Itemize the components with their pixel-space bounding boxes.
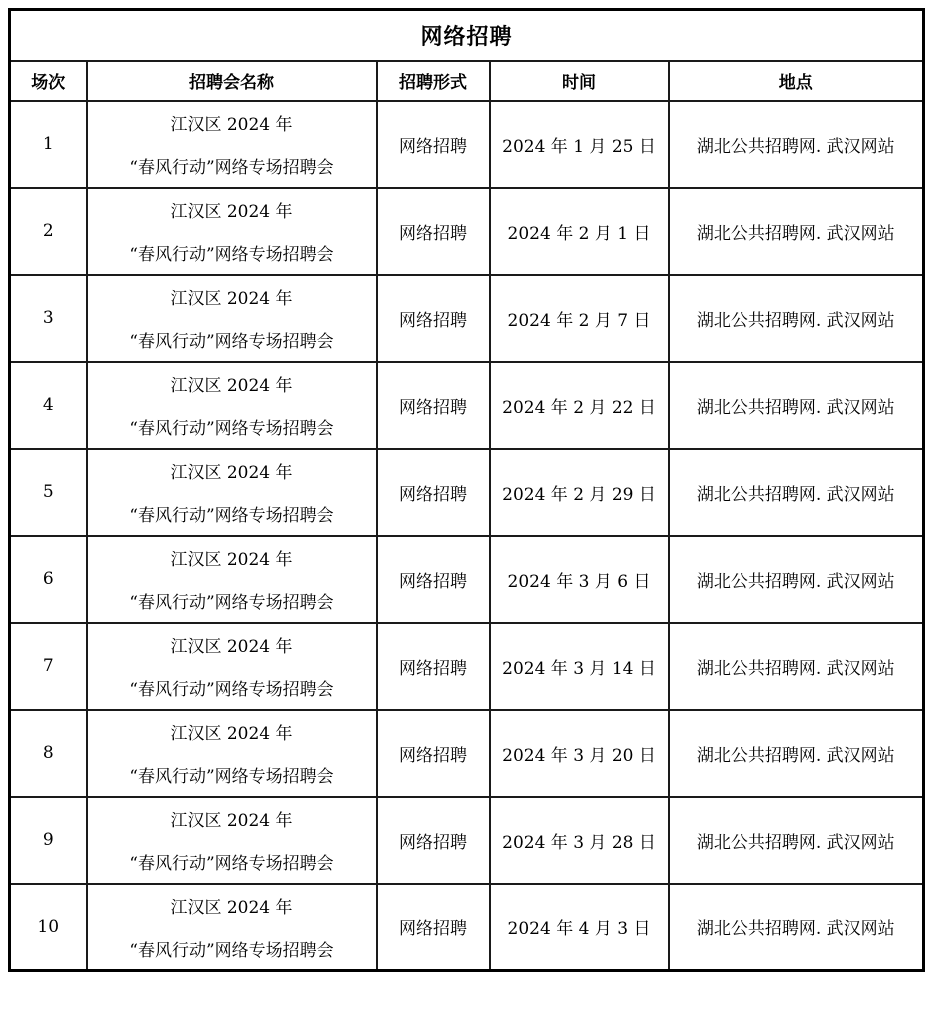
fair-name-line2: “春风行动”网络专场招聘会 xyxy=(129,593,334,613)
fair-location: 湖北公共招聘网. 武汉网站 xyxy=(696,919,895,940)
time-cell xyxy=(490,623,669,710)
time-cell xyxy=(490,362,669,449)
fair-location: 湖北公共招聘网. 武汉网站 xyxy=(696,832,895,853)
session-cell xyxy=(10,623,87,710)
fair-name-line2: “春风行动”网络专场招聘会 xyxy=(129,158,334,178)
table-row xyxy=(10,884,924,971)
table-body xyxy=(10,101,924,971)
table-row xyxy=(10,101,924,188)
time-cell xyxy=(490,536,669,623)
fair-name-line1: 江汉区 2024 年 xyxy=(170,463,293,483)
fair-time: 2024 年 4 月 3 日 xyxy=(507,919,651,940)
fair-name xyxy=(92,371,372,439)
fair-name-line1: 江汉区 2024 年 xyxy=(170,289,293,309)
column-header-location: 地点 xyxy=(669,61,924,101)
fair-name-cell xyxy=(87,362,377,449)
location-cell xyxy=(669,797,924,884)
recruitment-form: 网络招聘 xyxy=(399,484,467,505)
time-cell xyxy=(490,449,669,536)
table-header-row xyxy=(10,61,924,101)
recruitment-form: 网络招聘 xyxy=(399,832,467,853)
fair-name xyxy=(92,284,372,352)
column-header-name: 招聘会名称 xyxy=(87,61,377,101)
table-row xyxy=(10,710,924,797)
fair-time: 2024 年 3 月 6 日 xyxy=(507,571,651,592)
fair-location: 湖北公共招聘网. 武汉网站 xyxy=(696,397,895,418)
fair-name-line1: 江汉区 2024 年 xyxy=(170,202,293,222)
location-cell xyxy=(669,362,924,449)
session-number: 3 xyxy=(42,308,54,328)
fair-name-cell xyxy=(87,797,377,884)
fair-name-cell xyxy=(87,536,377,623)
session-cell xyxy=(10,275,87,362)
table-title: 网络招聘 xyxy=(10,10,924,61)
fair-name-line2: “春风行动”网络专场招聘会 xyxy=(129,332,334,352)
session-number: 8 xyxy=(42,743,54,763)
fair-location: 湖北公共招聘网. 武汉网站 xyxy=(696,136,895,157)
fair-time: 2024 年 2 月 22 日 xyxy=(502,397,656,418)
fair-location: 湖北公共招聘网. 武汉网站 xyxy=(696,571,895,592)
recruitment-form: 网络招聘 xyxy=(399,397,467,418)
form-cell xyxy=(377,536,490,623)
fair-name-cell xyxy=(87,188,377,275)
fair-name-line1: 江汉区 2024 年 xyxy=(170,376,293,396)
location-cell xyxy=(669,623,924,710)
fair-name xyxy=(92,893,372,961)
form-cell xyxy=(377,101,490,188)
table-row xyxy=(10,797,924,884)
session-number: 1 xyxy=(42,134,54,154)
fair-name-line1: 江汉区 2024 年 xyxy=(170,115,293,135)
time-cell xyxy=(490,188,669,275)
recruitment-form: 网络招聘 xyxy=(399,658,467,679)
fair-name-line1: 江汉区 2024 年 xyxy=(170,724,293,744)
session-cell xyxy=(10,797,87,884)
location-cell xyxy=(669,275,924,362)
table-row xyxy=(10,536,924,623)
session-cell xyxy=(10,449,87,536)
table-row xyxy=(10,362,924,449)
location-cell xyxy=(669,101,924,188)
form-cell xyxy=(377,188,490,275)
recruitment-form: 网络招聘 xyxy=(399,919,467,940)
fair-name xyxy=(92,806,372,874)
fair-name-cell xyxy=(87,449,377,536)
table-title-row xyxy=(10,10,924,61)
fair-time: 2024 年 2 月 1 日 xyxy=(507,223,651,244)
column-header-form: 招聘形式 xyxy=(377,61,490,101)
fair-name-line1: 江汉区 2024 年 xyxy=(170,550,293,570)
session-number: 4 xyxy=(42,395,54,415)
session-number: 6 xyxy=(42,569,54,589)
fair-name-cell xyxy=(87,884,377,971)
fair-name-line1: 江汉区 2024 年 xyxy=(170,637,293,657)
location-cell xyxy=(669,884,924,971)
fair-name xyxy=(92,110,372,178)
fair-name xyxy=(92,545,372,613)
session-number: 9 xyxy=(42,830,54,850)
fair-location: 湖北公共招聘网. 武汉网站 xyxy=(696,310,895,331)
fair-name-line1: 江汉区 2024 年 xyxy=(170,811,293,831)
recruitment-table xyxy=(8,8,925,972)
recruitment-form: 网络招聘 xyxy=(399,136,467,157)
session-cell xyxy=(10,884,87,971)
session-cell xyxy=(10,362,87,449)
recruitment-form: 网络招聘 xyxy=(399,745,467,766)
session-cell xyxy=(10,536,87,623)
fair-name xyxy=(92,458,372,526)
fair-name-cell xyxy=(87,623,377,710)
time-cell xyxy=(490,101,669,188)
fair-time: 2024 年 3 月 14 日 xyxy=(502,658,656,679)
fair-name-cell xyxy=(87,101,377,188)
fair-name-line2: “春风行动”网络专场招聘会 xyxy=(129,245,334,265)
location-cell xyxy=(669,710,924,797)
location-cell xyxy=(669,188,924,275)
fair-location: 湖北公共招聘网. 武汉网站 xyxy=(696,745,895,766)
session-number: 10 xyxy=(37,916,60,937)
fair-name xyxy=(92,632,372,700)
session-number: 5 xyxy=(42,482,54,502)
fair-time: 2024 年 2 月 7 日 xyxy=(507,310,651,331)
recruitment-form: 网络招聘 xyxy=(399,571,467,592)
form-cell xyxy=(377,275,490,362)
location-cell xyxy=(669,536,924,623)
column-header-time: 时间 xyxy=(490,61,669,101)
time-cell xyxy=(490,710,669,797)
session-cell xyxy=(10,101,87,188)
fair-name xyxy=(92,719,372,787)
form-cell xyxy=(377,797,490,884)
form-cell xyxy=(377,623,490,710)
time-cell xyxy=(490,884,669,971)
fair-name xyxy=(92,197,372,265)
fair-name-line2: “春风行动”网络专场招聘会 xyxy=(129,767,334,787)
fair-name-line1: 江汉区 2024 年 xyxy=(170,897,293,918)
fair-name-line2: “春风行动”网络专场招聘会 xyxy=(129,680,334,700)
session-number: 2 xyxy=(42,221,54,241)
fair-name-cell xyxy=(87,275,377,362)
location-cell xyxy=(669,449,924,536)
fair-location: 湖北公共招聘网. 武汉网站 xyxy=(696,484,895,505)
fair-time: 2024 年 2 月 29 日 xyxy=(502,484,656,505)
session-cell xyxy=(10,710,87,797)
form-cell xyxy=(377,884,490,971)
time-cell xyxy=(490,275,669,362)
session-number: 7 xyxy=(42,656,54,676)
form-cell xyxy=(377,710,490,797)
fair-name-line2: “春风行动”网络专场招聘会 xyxy=(129,854,334,874)
table-row xyxy=(10,275,924,362)
fair-name-line2: “春风行动”网络专场招聘会 xyxy=(129,940,334,961)
recruitment-form: 网络招聘 xyxy=(399,223,467,244)
fair-time: 2024 年 1 月 25 日 xyxy=(502,136,656,157)
table-row xyxy=(10,623,924,710)
fair-name-cell xyxy=(87,710,377,797)
fair-name-line2: “春风行动”网络专场招聘会 xyxy=(129,419,334,439)
table-row xyxy=(10,449,924,536)
fair-time: 2024 年 3 月 20 日 xyxy=(502,745,656,766)
recruitment-form: 网络招聘 xyxy=(399,310,467,331)
table-row xyxy=(10,188,924,275)
fair-location: 湖北公共招聘网. 武汉网站 xyxy=(696,223,895,244)
form-cell xyxy=(377,362,490,449)
form-cell xyxy=(377,449,490,536)
time-cell xyxy=(490,797,669,884)
session-cell xyxy=(10,188,87,275)
fair-name-line2: “春风行动”网络专场招聘会 xyxy=(129,506,334,526)
column-header-session: 场次 xyxy=(10,61,87,101)
fair-location: 湖北公共招聘网. 武汉网站 xyxy=(696,658,895,679)
fair-time: 2024 年 3 月 28 日 xyxy=(502,832,656,853)
